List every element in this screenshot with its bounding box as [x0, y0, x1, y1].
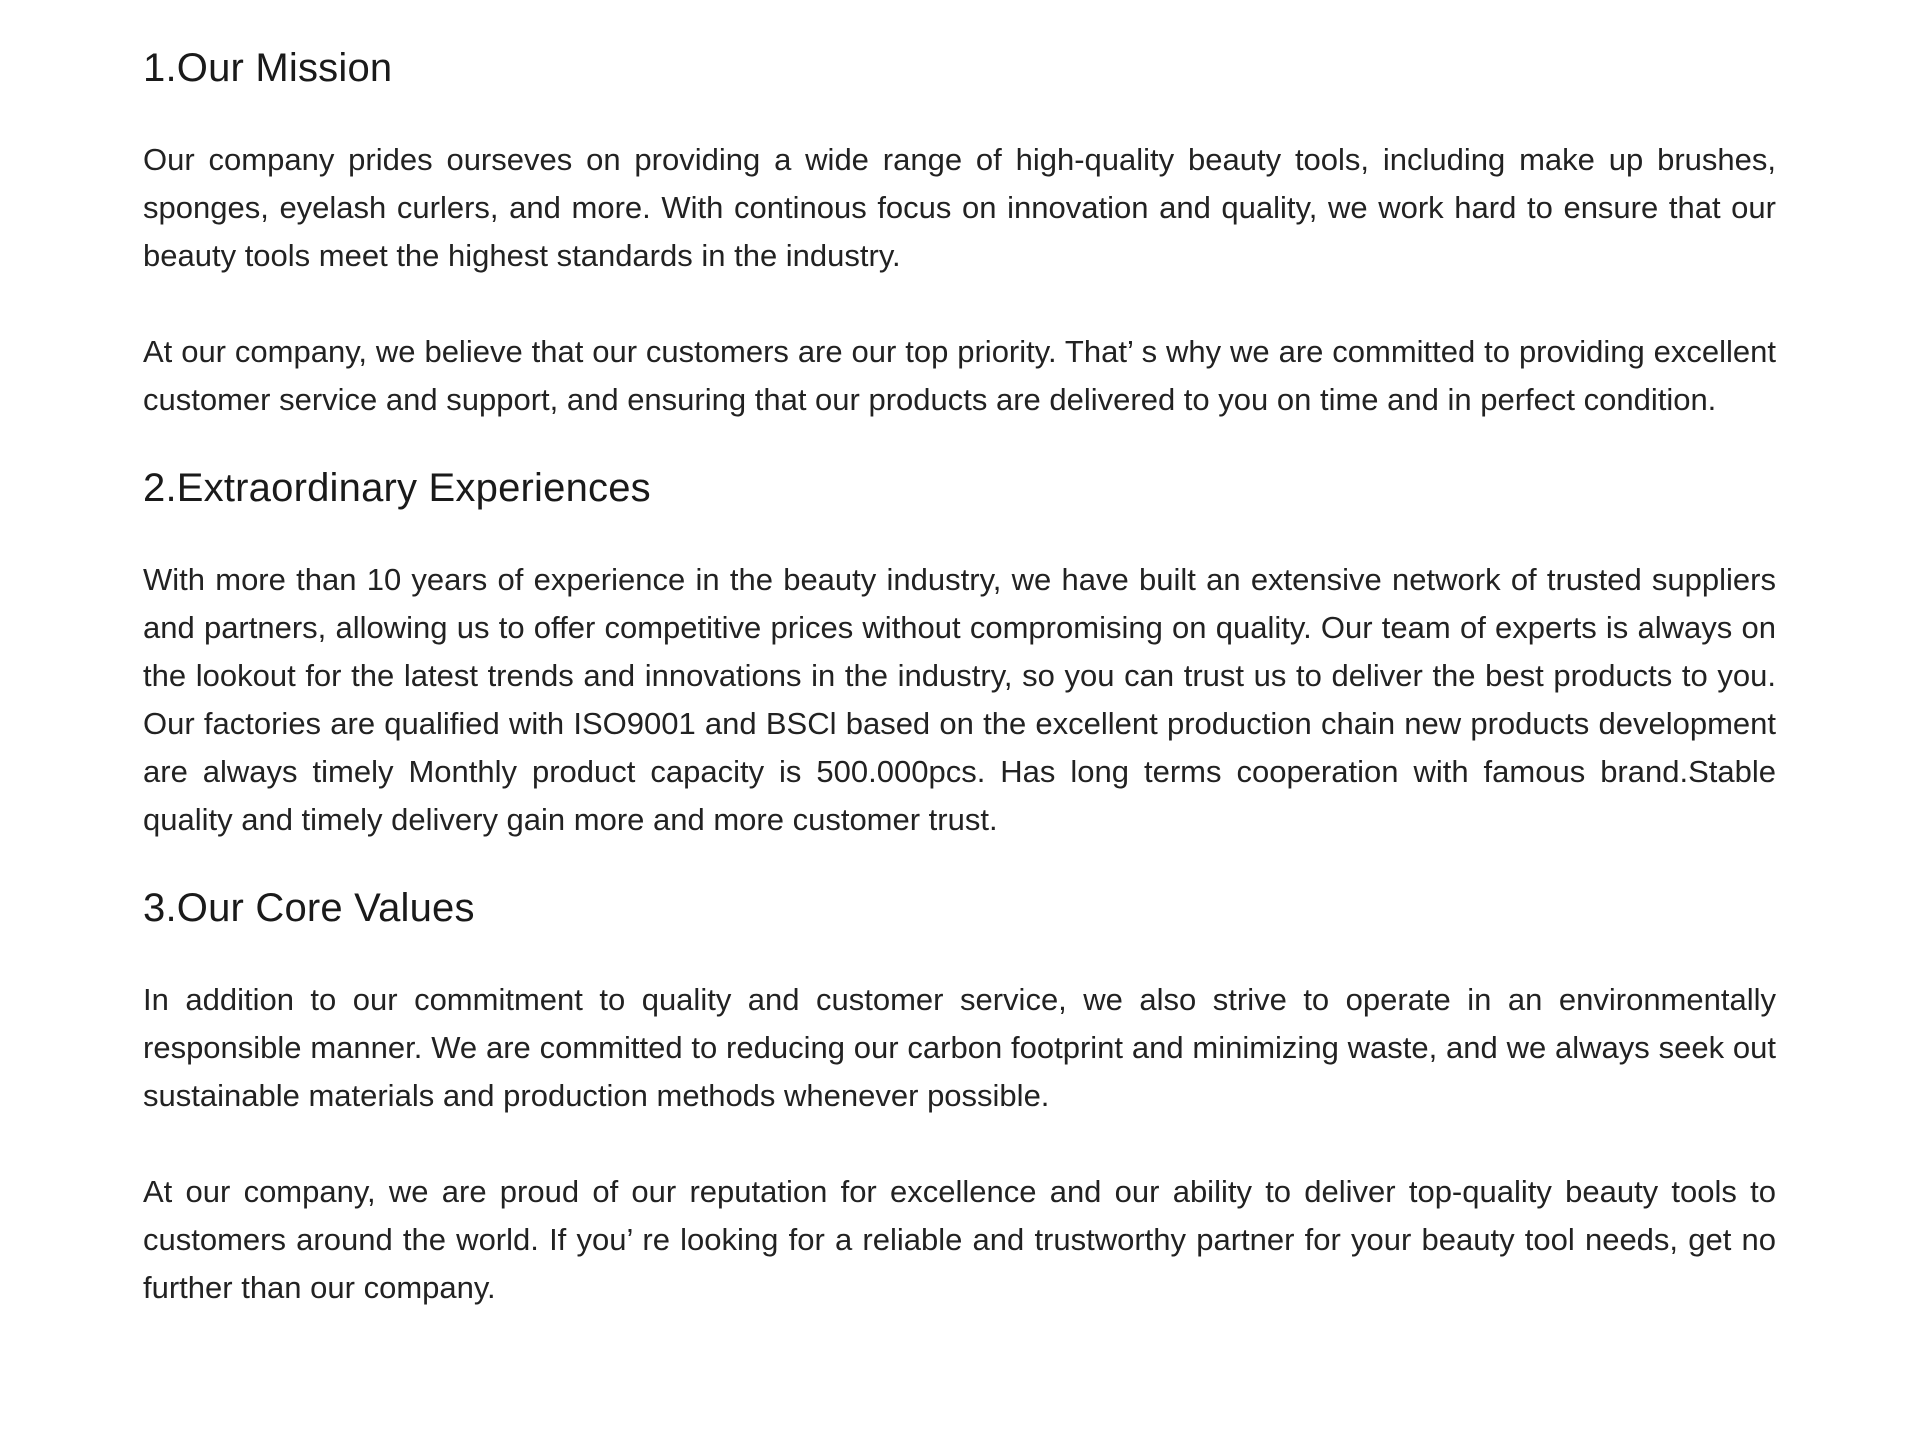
core-values-paragraph-2: At our company, we are proud of our reputation for excellence and our ability to deliver top-quality beauty tools to customers around the world. If you’ re looking for a reliable and trustworthy partner for your beauty tool needs, get no further than our company. — [143, 1174, 1776, 1305]
experiences-paragraph-1: With more than 10 years of experience in the beauty industry, we have built an extensive network of trusted suppliers and partners, allowing us to offer competitive prices without compromising on quality. Our team of experts is always on the lookout for the latest trends and innovations in the industry, so you can trust us to deliver the best products to you. Our factories are qualified with ISO9001 and BSCl based on the excellent production chain new products development are always timely Monthly product capacity is 500.000pcs. Has long terms cooperation with famous brand.Stable quality and timely delivery gain more and more customer trust. — [143, 562, 1776, 837]
mission-paragraph-2: At our company, we believe that our customers are our top priority. That’ s why we are committed to providing excellent customer service and support, and ensuring that our products are delivered to you on time and in perfect condition. — [143, 334, 1776, 417]
section-heading-mission: 1.Our Mission — [143, 46, 393, 90]
section-heading-core-values: 3.Our Core Values — [143, 886, 475, 930]
mission-paragraph-1: Our company prides ourseves on providing a wide range of high-quality beauty tools, including make up brushes, sponges, eyelash curlers, and more. With continous focus on innovation and quality, we work hard to ensure that our beauty tools meet the highest standards in the industry. — [143, 142, 1776, 273]
section-heading-experiences: 2.Extraordinary Experiences — [143, 466, 651, 510]
mission-section — [143, 40, 1776, 424]
core-values-section — [143, 880, 1776, 1312]
core-values-paragraph-1: In addition to our commitment to quality and customer service, we also strive to operate in an environmentally responsible manner. We are committed to reducing our carbon footprint and minimizing waste, and we always seek out sustainable materials and production methods whenever possible. — [143, 982, 1776, 1113]
experiences-section — [143, 460, 1776, 844]
